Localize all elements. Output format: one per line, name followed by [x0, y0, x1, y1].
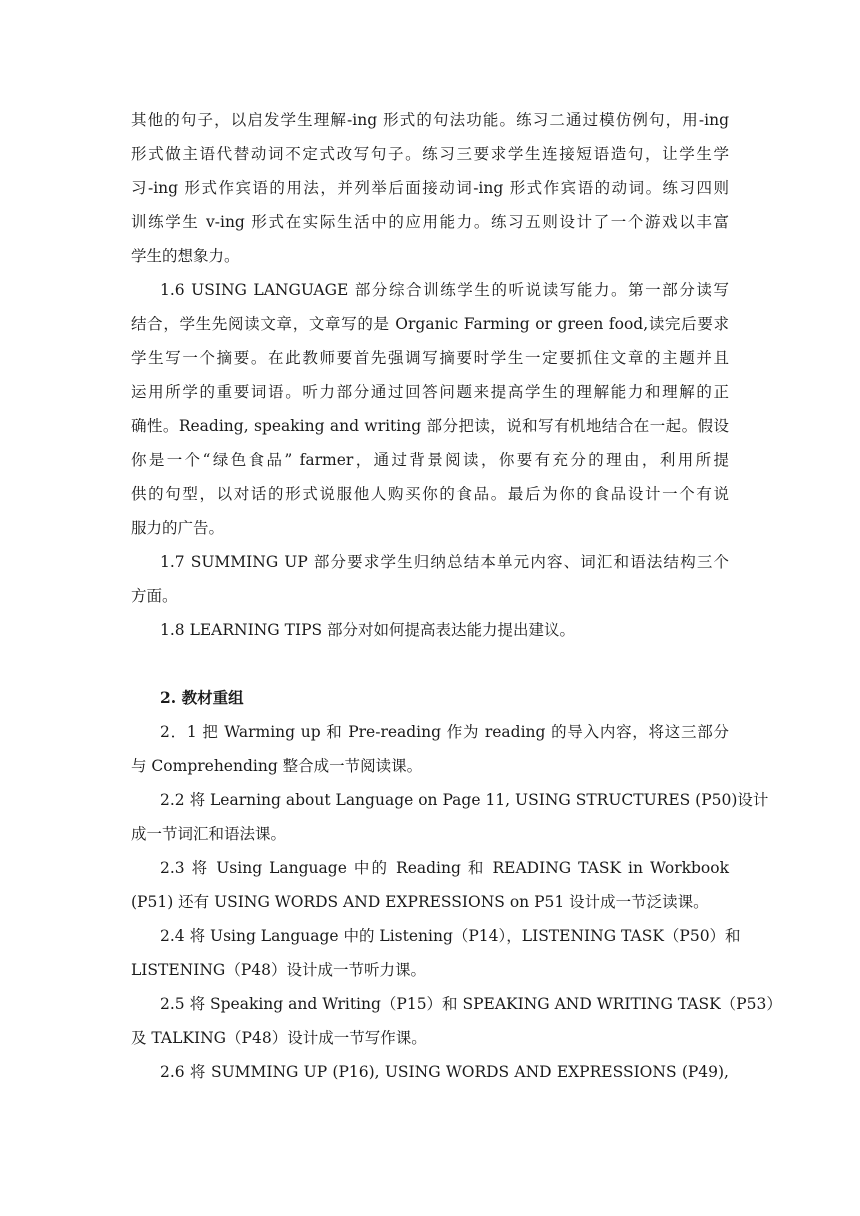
- text-line: 供的句型，以对话的形式说服他人购买你的食品。最后为你的食品设计一个有说: [131, 485, 729, 503]
- text-line: (P51) 还有 USING WORDS AND EXPRESSIONS on P51 设计成一节泛读课。: [131, 893, 709, 911]
- text-line: 训练学生 v-ing 形式在实际生活中的应用能力。练习五则设计了一个游戏以丰富: [131, 213, 729, 231]
- text-line: 2.6 将 SUMMING UP (P16), USING WORDS AND EXPRESSIONS (P49),: [160, 1063, 729, 1081]
- text-line: 你是一个“绿色食品” farmer，通过背景阅读，你要有充分的理由，利用所提: [131, 451, 729, 469]
- section-heading: 2. 教材重组: [160, 688, 244, 707]
- text-line: 2.3 将 Using Language 中的 Reading 和 READING TASK in Workbook: [160, 859, 729, 877]
- text-line: 方面。: [131, 587, 178, 605]
- text-line: 学生写一个摘要。在此教师要首先强调写摘要时学生一定要抓住文章的主题并且: [131, 349, 729, 367]
- text-line: 2．1 把 Warming up 和 Pre-reading 作为 reading 的导入内容，将这三部分: [160, 723, 729, 741]
- text-line: 1.7 SUMMING UP 部分要求学生归纳总结本单元内容、词汇和语法结构三个: [160, 553, 729, 571]
- text-line: 结合，学生先阅读文章，文章写的是 Organic Farming or green food,读完后要求: [131, 315, 729, 333]
- text-line: 2.4 将 Using Language 中的 Listening（P14），LISTENING TASK（P50）和: [160, 927, 741, 945]
- text-line: 与 Comprehending 整合成一节阅读课。: [131, 757, 423, 775]
- text-line: 服力的广告。: [131, 519, 225, 537]
- text-line: LISTENING（P48）设计成一节听力课。: [131, 961, 426, 979]
- text-line: 2.2 将 Learning about Language on Page 11, USING STRUCTURES (P50)设计: [160, 791, 769, 809]
- text-line: 2.5 将 Speaking and Writing（P15）和 SPEAKING AND WRITING TASK（P53）: [160, 995, 782, 1013]
- text-line: 及 TALKING（P48）设计成一节写作课。: [131, 1029, 427, 1047]
- text-line: 习-ing 形式作宾语的用法，并列举后面接动词-ing 形式作宾语的动词。练习四则: [131, 179, 729, 197]
- text-line: 成一节词汇和语法课。: [131, 825, 287, 843]
- text-line: 1.8 LEARNING TIPS 部分对如何提高表达能力提出建议。: [160, 621, 576, 639]
- text-line: 运用所学的重要词语。听力部分通过回答问题来提高学生的理解能力和理解的正: [131, 383, 729, 401]
- text-line: 形式做主语代替动词不定式改写句子。练习三要求学生连接短语造句，让学生学: [131, 145, 729, 163]
- text-line: 其他的句子，以启发学生理解-ing 形式的句法功能。练习二通过模仿例句，用-ing: [131, 111, 729, 129]
- text-line: 1.6 USING LANGUAGE 部分综合训练学生的听说读写能力。第一部分读写: [160, 281, 729, 299]
- text-line: 确性。Reading, speaking and writing 部分把读，说和写有机地结合在一起。假设: [131, 417, 729, 435]
- text-line: 学生的想象力。: [131, 247, 240, 265]
